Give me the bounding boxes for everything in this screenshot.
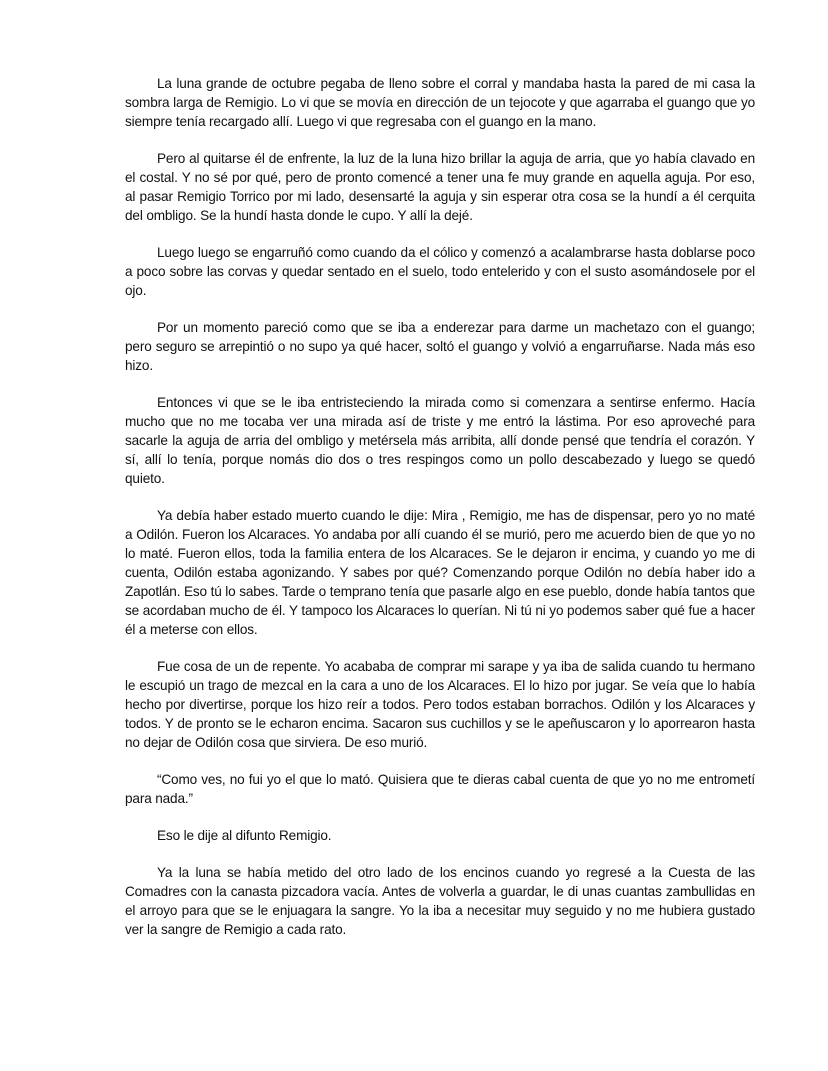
paragraph-5: Entonces vi que se le iba entristeciendo la mirada como si comenzara a sentirse enfermo. Hacía mucho que no me tocaba ver una mirada así de triste y me entró la lástima. Por eso aproveché para sacarle la aguja de arria del ombligo y metérsela más arribita, allí donde pensé que tendría el corazón. Y sí, allí lo tenía, porque nomás dio dos o tres respingos como un pollo descabezado y luego se quedó quieto.	[125, 395, 755, 486]
paragraph-8: “Como ves, no fui yo el que lo mató. Quisiera que te dieras cabal cuenta de que yo no me entrometí para nada.”	[125, 772, 755, 806]
paragraph-6: Ya debía haber estado muerto cuando le dije: Mira , Remigio, me has de dispensar, pero yo no maté a Odilón. Fueron los Alcaraces. Yo andaba por allí cuando él se murió, pero me acuerdo bien de que yo no lo maté. Fueron ellos, toda la familia entera de los Alcaraces. Se le dejaron ir encima, y cuando yo me di cuenta, Odilón estaba agonizando. Y sabes por qué? Comenzando porque Odilón no debía haber ido a Zapotlán. Eso tú lo sabes. Tarde o temprano tenía que pasarle algo en ese pueblo, donde había tantos que se acordaban mucho de él. Y tampoco los Alcaraces lo querían. Ni tú ni yo podemos saber qué fue a hacer él a meterse con ellos.	[125, 508, 755, 637]
paragraph-2: Pero al quitarse él de enfrente, la luz de la luna hizo brillar la aguja de arria, que yo había clavado en el costal. Y no sé por qué, pero de pronto comencé a tener una fe muy grande en aquella aguja. Por eso, al pasar Remigio Torrico por mi lado, desensarté la aguja y sin esperar otra cosa se la hundí a él cerquita del ombligo. Se la hundí hasta donde le cupo. Y allí la dejé.	[125, 151, 755, 223]
paragraph-1: La luna grande de octubre pegaba de lleno sobre el corral y mandaba hasta la pared de mi casa la sombra larga de Remigio. Lo vi que se movía en dirección de un tejocote y que agarraba el guango que yo siempre tenía recargado allí. Luego vi que regresaba con el guango en la mano.	[125, 76, 755, 129]
paragraph-9: Eso le dije al difunto Remigio.	[157, 828, 332, 843]
paragraph-4: Por un momento pareció como que se iba a enderezar para darme un machetazo con el guango; pero seguro se arrepintió o no supo ya qué hacer, soltó el guango y volvió a engarruñarse. Nada más eso hizo.	[125, 320, 755, 373]
paragraph-10: Ya la luna se había metido del otro lado de los encinos cuando yo regresé a la Cuesta de las Comadres con la canasta pizcadora vacía. Antes de volverla a guardar, le di unas cuantas zambullidas en el arroyo para que se le enjuagara la sangre. Yo la iba a necesitar muy seguido y no me hubiera gustado ver la sangre de Remigio a cada rato.	[125, 865, 755, 937]
body-text	[125, 74, 755, 939]
paragraph-3: Luego luego se engarruñó como cuando da el cólico y comenzó a acalambrarse hasta doblarse poco a poco sobre las corvas y quedar sentado en el suelo, todo entelerido y con el susto asomándosele por el ojo.	[125, 245, 755, 298]
paragraph-7: Fue cosa de un de repente. Yo acababa de comprar mi sarape y ya iba de salida cuando tu hermano le escupió un trago de mezcal en la cara a uno de los Alcaraces. El lo hizo por jugar. Se veía que lo había hecho por divertirse, porque los hizo reír a todos. Pero todos estaban borrachos. Odilón y los Alcaraces y todos. Y de pronto se le echaron encima. Sacaron sus cuchillos y se le apeñuscaron y lo aporrearon hasta no dejar de Odilón cosa que sirviera. De eso murió.	[125, 659, 755, 750]
